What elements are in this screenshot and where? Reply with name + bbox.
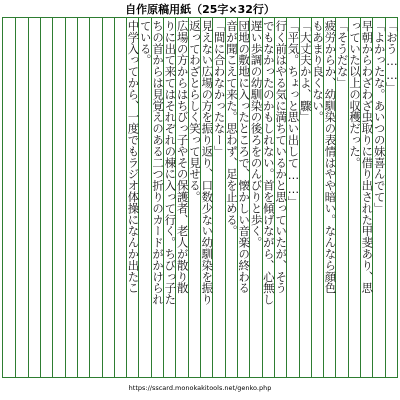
manuscript-column: [335, 18, 350, 377]
manuscript-line: 音が聞こえて来た。思わず、足を止める。: [224, 20, 239, 237]
manuscript-line: 中学入ってから、一度でもラジオ体操になんか出たこ: [126, 20, 141, 294]
manuscript-column: [126, 18, 141, 377]
manuscript-line: 「よかったな。あいつの妹喜んでて」: [372, 20, 387, 214]
manuscript-column: [151, 18, 166, 377]
manuscript-column: [249, 18, 264, 377]
manuscript-line: 返ってわざとらしく笑って見せる。: [188, 20, 202, 203]
manuscript-column: [28, 18, 40, 377]
manuscript-line: 遅い歩調の幼馴染の後ろをのんびりと歩く。: [249, 20, 264, 248]
manuscript-line: りに出て来てはそれぞれの棟に入って行く。ちびっ子た: [163, 20, 178, 305]
manuscript-line: ちの首からは見覚えのある二つ折りのカードがかけられ: [151, 20, 166, 305]
manuscript-line: もあまり良くない。: [311, 20, 326, 123]
manuscript-column: [3, 18, 15, 377]
manuscript-column: [212, 18, 227, 377]
manuscript-column: [138, 18, 153, 377]
manuscript-column: [40, 18, 52, 377]
manuscript-line: 広場の方からはちびっ子やその保護者、老人が散り散: [175, 20, 190, 294]
manuscript-column: [65, 18, 77, 377]
manuscript-sheet: [2, 17, 398, 378]
manuscript-column: [102, 18, 114, 377]
manuscript-line: っていた以上の収穫だった。: [348, 20, 363, 169]
manuscript-column: [372, 18, 387, 377]
manuscript-line: 「大丈夫かよ、驟」: [298, 20, 313, 123]
manuscript-line: 行く前はやる気に満ちているかと思っていたが、そう: [274, 20, 289, 294]
manuscript-line: 疲労からか、幼馴染の表情はやや暗い。なんなら顔色: [323, 20, 338, 294]
manuscript-line: 団地の敷地に入ったところで、懐かしい音楽の終わる: [237, 20, 252, 294]
manuscript-column: [52, 18, 64, 377]
manuscript-column: [286, 18, 301, 377]
manuscript-line: 早朝からわざわざ虫取りに借り出された甲斐あり、思: [360, 20, 375, 294]
manuscript-line: 「そうだな」: [335, 20, 350, 89]
manuscript-line: 「平気。ちょっと思い出して……」: [286, 20, 301, 208]
manuscript-column: [175, 18, 190, 377]
manuscript-column: [15, 18, 27, 377]
manuscript-line: ている。: [138, 20, 153, 66]
manuscript-title: 自作原稿用紙（25字×32行）: [125, 3, 275, 16]
manuscript-column: [89, 18, 101, 377]
manuscript-column: [114, 18, 126, 377]
manuscript-line: 「間に合わなかったなー」: [212, 20, 227, 157]
manuscript-line: 「おう……」: [385, 20, 399, 94]
manuscript-column: [77, 18, 89, 377]
manuscript-line: 見えない広場の方を振り返り、口数少ない幼馴染を振り: [200, 20, 215, 305]
manuscript-line: でもなかったのかもしれない。首を傾げながら、心無し: [261, 20, 276, 305]
footer-url: https://sscard.monokakitools.net/genko.php: [128, 384, 272, 392]
